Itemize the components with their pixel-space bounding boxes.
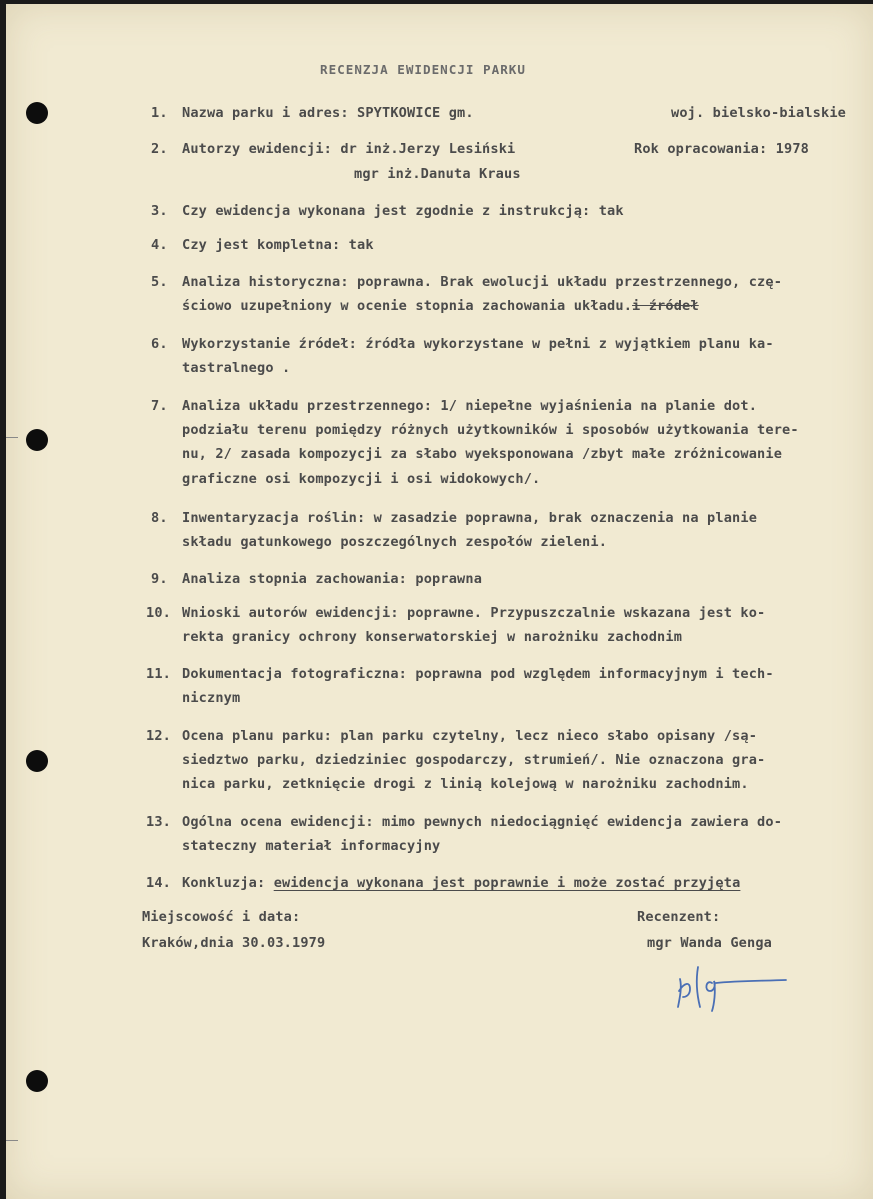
punch-hole: [26, 102, 48, 124]
item-text-line: Inwentaryzacja roślin: w zasadzie poprawna, brak oznaczenia na planie: [182, 510, 758, 526]
item-text-line: mgr inż.Danuta Kraus: [354, 166, 521, 182]
item-number: 11.: [146, 666, 172, 682]
item-number: 13.: [146, 814, 172, 830]
handwritten-signature: [674, 961, 792, 1013]
item-text-line: stateczny materiał informacyjny: [182, 838, 441, 854]
item-text-line: nu, 2/ zasada kompozycji za słabo wyeksponowana /zbyt małe zróżnicowanie: [182, 446, 783, 462]
item-text-line: podziału terenu pomiędzy różnych użytkowników i sposobów użytkowania tere-: [182, 422, 799, 438]
item-text-segment: ściowo uzupełniony w ocenie stopnia zachowania układu.: [182, 298, 633, 314]
punch-hole: [26, 429, 48, 451]
item-text-line: Analiza historyczna: poprawna. Brak ewolucji układu przestrzennego, czę-: [182, 274, 783, 290]
item-text-line: tastralnego .: [182, 360, 291, 376]
conclusion-line: [182, 877, 740, 891]
place-date-label: Miejscowość i data:: [142, 909, 301, 925]
conclusion-label: Konkluzja:: [182, 875, 266, 891]
item-number: 8.: [151, 510, 168, 526]
item-text: Czy ewidencja wykonana jest zgodnie z instrukcją: tak: [182, 203, 624, 219]
item-text-line: graficzne osi kompozycji i osi widokowych/.: [182, 471, 541, 487]
item-text-line: Wnioski autorów ewidencji: poprawne. Przypuszczalnie wskazana jest ko-: [182, 605, 766, 621]
item-number: 4.: [151, 237, 168, 253]
punch-hole: [26, 750, 48, 772]
item-number: 3.: [151, 203, 168, 219]
item-text-line: Ocena planu parku: plan parku czytelny, lecz nieco słabo opisany /są-: [182, 728, 758, 744]
item-number: 6.: [151, 336, 168, 352]
year-of-study: Rok opracowania: 1978: [634, 141, 810, 157]
item-number: 7.: [151, 398, 168, 414]
struck-text: i źródeł: [632, 298, 699, 314]
item-number: 14.: [146, 875, 172, 891]
item-text-line: [182, 300, 699, 314]
voivodeship: woj. bielsko-bialskie: [671, 105, 847, 121]
item-text-line: składu gatunkowego poszczególnych zespołów zieleni.: [182, 534, 608, 550]
item-text-line: Dokumentacja fotograficzna: poprawna pod względem informacyjnym i tech-: [182, 666, 774, 682]
conclusion-text: ewidencja wykonana jest poprawnie i może zostać przyjęta: [273, 875, 741, 891]
item-number: 5.: [151, 274, 168, 290]
item-text: Analiza stopnia zachowania: poprawna: [182, 571, 483, 587]
item-number: 9.: [151, 571, 168, 587]
item-text: Czy jest kompletna: tak: [182, 237, 374, 253]
item-number: 10.: [146, 605, 172, 621]
item-text-line: nicznym: [182, 690, 241, 706]
item-text-line: rekta granicy ochrony konserwatorskiej w narożniku zachodnim: [182, 629, 683, 645]
item-text-line: Analiza układu przestrzennego: 1/ niepełne wyjaśnienia na planie dot.: [182, 398, 758, 414]
reviewer-name: mgr Wanda Genga: [647, 935, 773, 951]
document-page: [6, 4, 873, 1199]
item-text: Autorzy ewidencji: dr inż.Jerzy Lesiński: [182, 141, 516, 157]
margin-mark: [6, 437, 18, 438]
item-number: 1.: [151, 105, 168, 121]
place-date-value: Kraków,dnia 30.03.1979: [142, 935, 326, 951]
item-text: Nazwa parku i adres: SPYTKOWICE gm.: [182, 105, 474, 121]
item-text-line: Wykorzystanie źródeł: źródła wykorzystane w pełni z wyjątkiem planu ka-: [182, 336, 774, 352]
margin-mark: [6, 1140, 18, 1141]
item-number: 2.: [151, 141, 168, 157]
item-text-line: Ogólna ocena ewidencji: mimo pewnych niedociągnięć ewidencja zawiera do-: [182, 814, 783, 830]
item-number: 12.: [146, 728, 172, 744]
document-title: RECENZJA EWIDENCJI PARKU: [320, 62, 526, 77]
item-text-line: nica parku, zetknięcie drogi z linią kolejową w narożniku zachodnim.: [182, 776, 749, 792]
item-text-line: siedztwo parku, dziedziniec gospodarczy, strumień/. Nie oznaczona gra-: [182, 752, 766, 768]
reviewer-label: Recenzent:: [637, 909, 721, 925]
punch-hole: [26, 1070, 48, 1092]
